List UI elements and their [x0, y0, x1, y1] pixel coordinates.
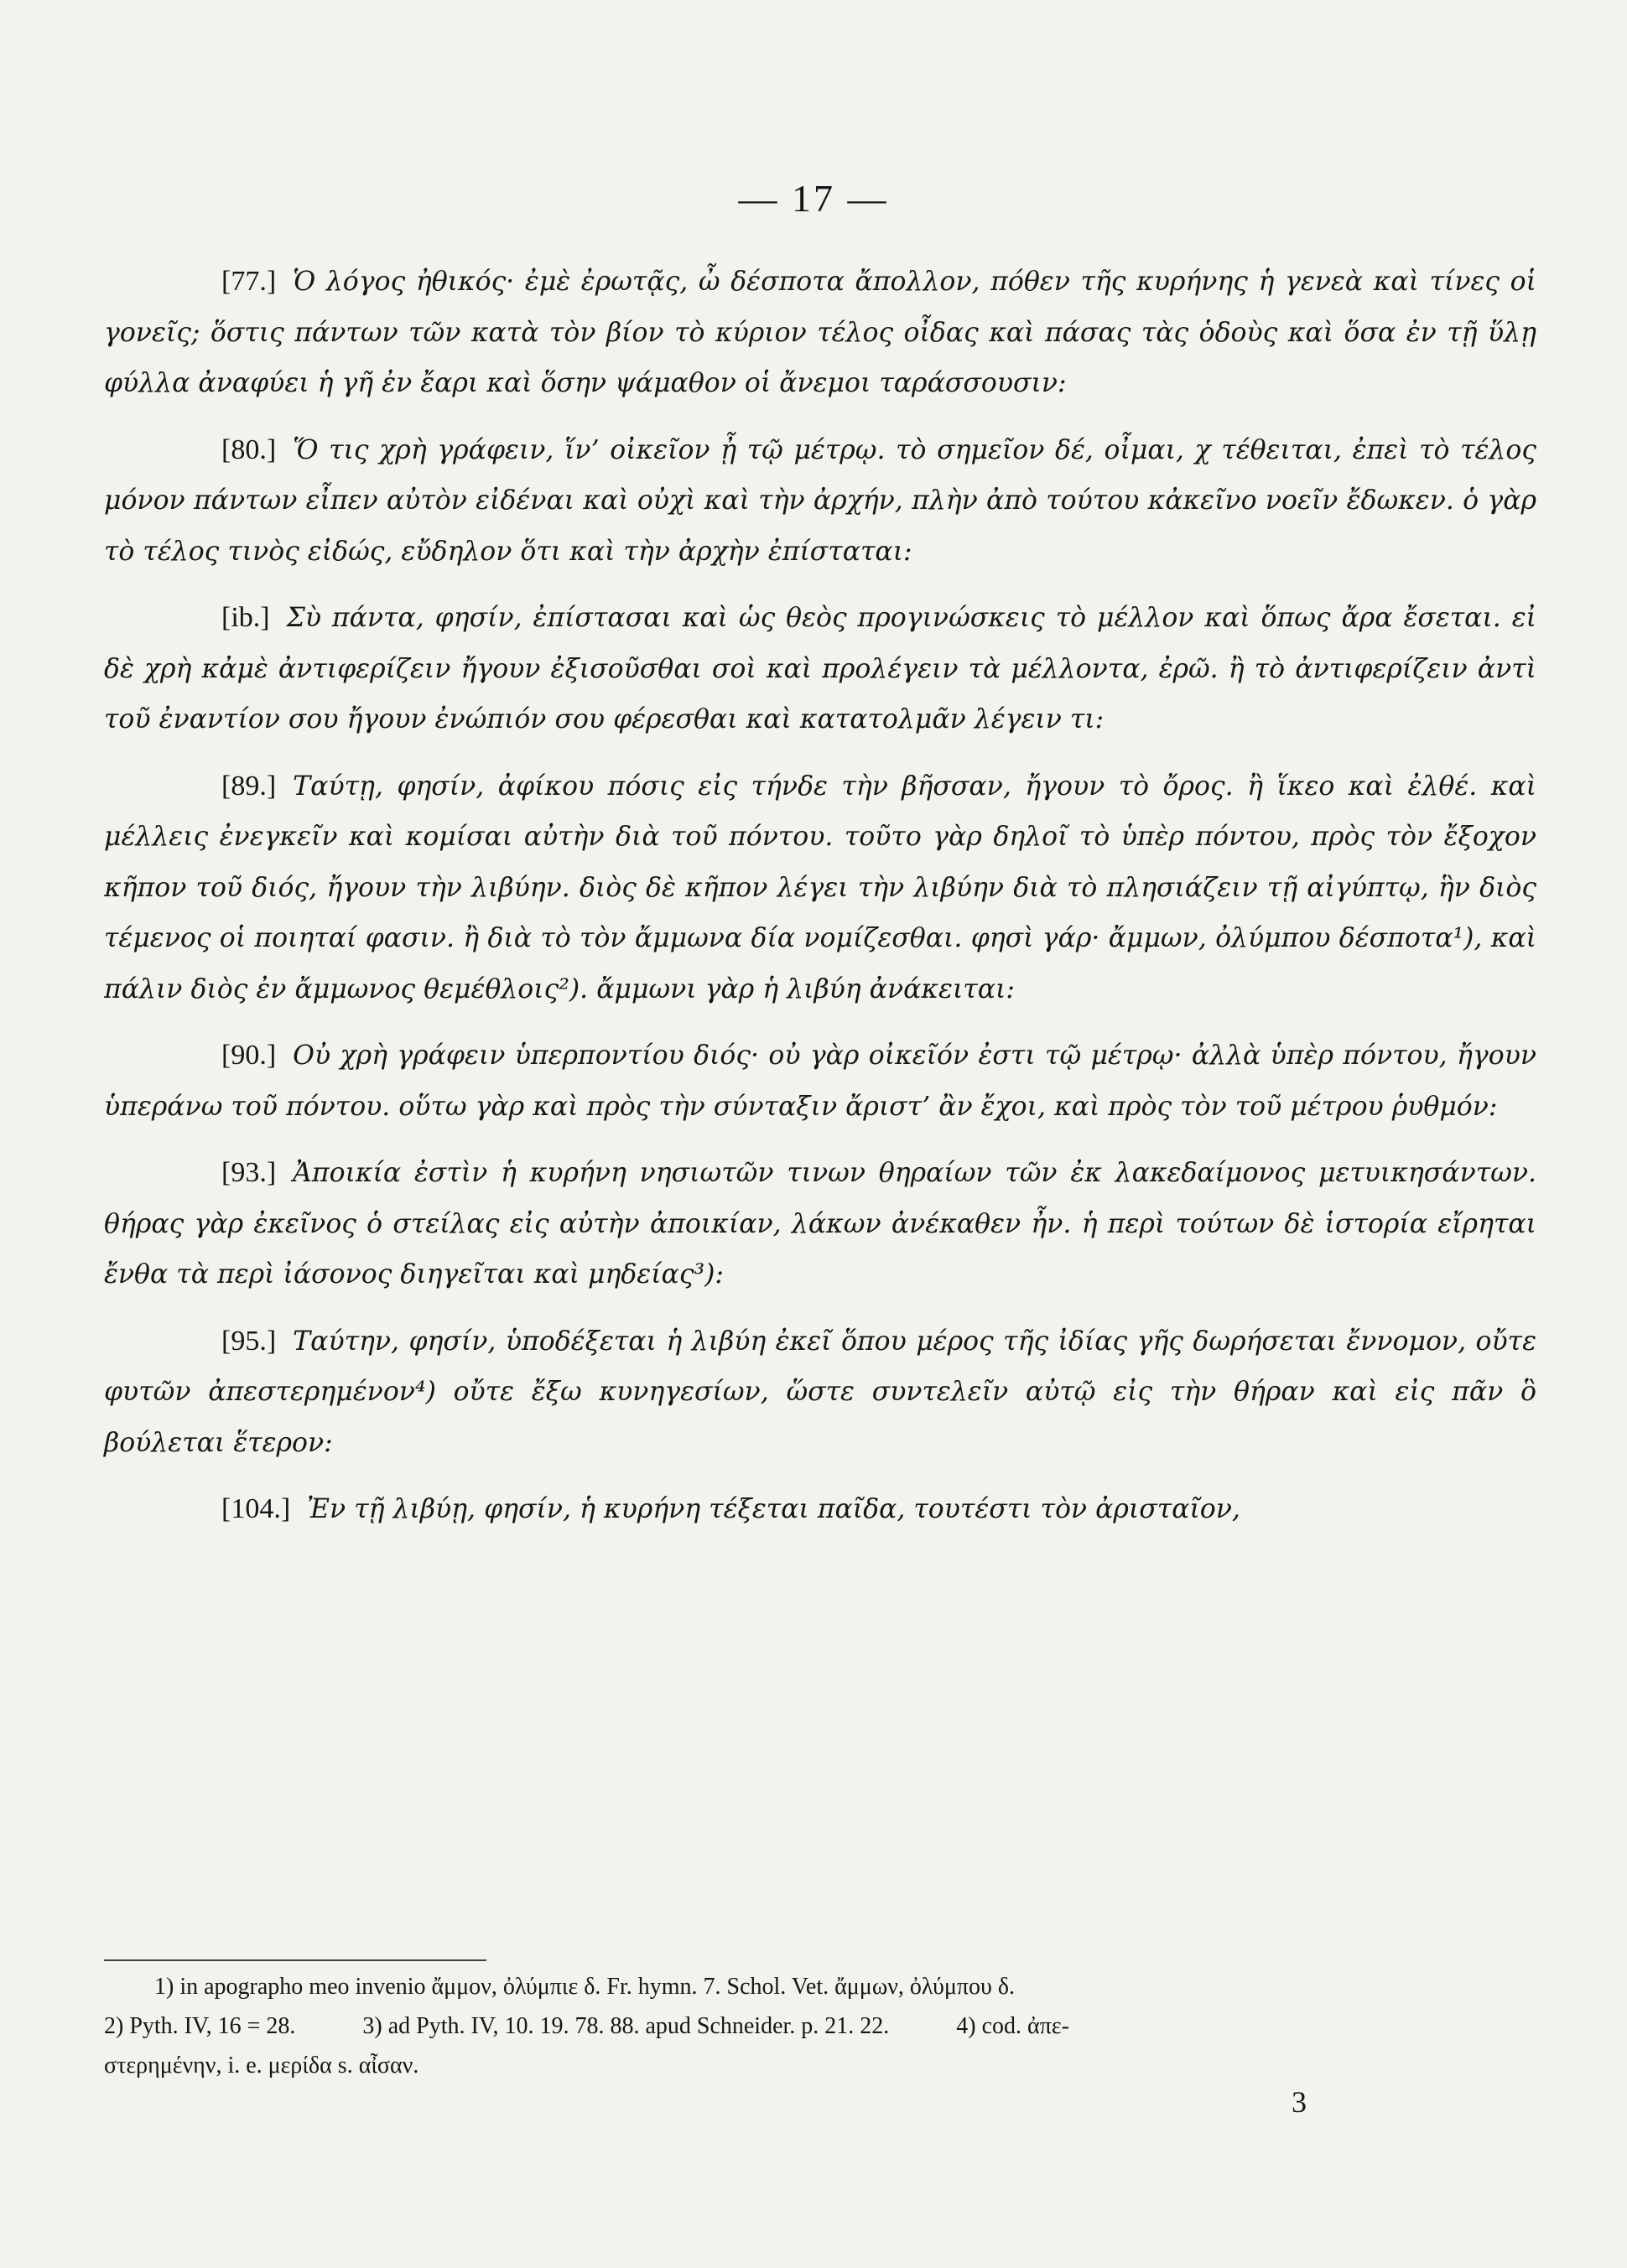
scholion-text: Ὁ λόγος ἠθικός· ἐμὲ ἐρωτᾷς, ὦ δέσποτα ἄπολλον, πόθεν τῆς κυρήνης ἡ γενεὰ καὶ τίνες οἱ γονεῖς; ὅστις πάντων τῶν κατὰ τὸν βίον τὸ κύριον τέλος οἶδας καὶ πάσας τὰς ὁδοὺς καὶ ὅσα ἐν τῇ ὕλῃ φύλλα ἀναφύει ἡ γῆ ἐν ἔαρι καὶ ὅσην ψάμαθον οἱ ἄνεμοι ταράσσουσιν:	[104, 267, 1536, 398]
line-reference: [93.]	[221, 1157, 277, 1188]
scholion-entry	[104, 1148, 1536, 1300]
scholion-entry	[104, 1316, 1536, 1469]
line-reference: [ib.]	[221, 602, 270, 633]
scholion-text: Σὺ πάντα, φησίν, ἐπίστασαι καὶ ὡς θεὸς προγινώσκεις τὸ μέλλον καὶ ὅπως ἄρα ἔσεται. εἰ δὲ χρὴ κἀμὲ ἀντιφερίζειν ἤγουν ἐξισοῦσθαι σοὶ καὶ προλέγειν τὰ μέλλοντα, ἐρῶ. ἢ τὸ ἀντιφερίζειν ἀντὶ τοῦ ἐναντίον σου ἤγουν ἐνώπιόν σου φέρεσθαι καὶ κατατολμᾶν λέγειν τι:	[104, 603, 1536, 734]
scholion-entry	[104, 425, 1536, 578]
signature-mark: 3	[1292, 2085, 1307, 2119]
line-reference: [77.]	[221, 266, 277, 297]
footnote-4: 4) cod. ἀπε-	[956, 2013, 1069, 2039]
scholion-entry	[104, 761, 1536, 1015]
line-reference: [80.]	[221, 433, 277, 465]
footnote-line: 1) in apographo meo invenio ἄμμον, ὀλύμπιε δ. Fr. hymn. 7. Schol. Vet. ἄμμων, ὀλύμπου δ.	[154, 1974, 1016, 2000]
line-reference: [104.]	[221, 1493, 291, 1524]
page-number: — 17 —	[738, 177, 889, 220]
footnotes	[104, 1967, 1536, 2085]
line-reference: [95.]	[221, 1325, 277, 1357]
scholion-entry	[104, 1484, 1536, 1535]
scholion-entry	[104, 593, 1536, 745]
footnote-divider	[104, 1959, 486, 1961]
line-reference: [90.]	[221, 1040, 277, 1071]
scholion-entry	[104, 1030, 1536, 1132]
footnote-line	[104, 2006, 1536, 2046]
commentary-text	[104, 257, 1536, 1551]
footnote-line: στερημένην, i. e. μερίδα s. αἶσαν.	[104, 2053, 419, 2079]
scholion-text: Ἐν τῇ λιβύῃ, φησίν, ἡ κυρήνη τέξεται παῖδα, τουτέστι τὸν ἀρισταῖον,	[307, 1494, 1240, 1524]
line-reference: [89.]	[221, 770, 277, 802]
scholion-entry	[104, 257, 1536, 409]
scholion-text: Ὅ τις χρὴ γράφειν, ἵν’ οἰκεῖον ᾖ τῷ μέτρῳ. τὸ σημεῖον δέ, οἶμαι, χ τέθειται, ἐπεὶ τὸ τέλος μόνον πάντων εἶπεν αὐτὸν εἰδέναι καὶ οὐχὶ καὶ τὴν ἀρχήν, πλὴν ἀπὸ τούτου κἀκεῖνο νοεῖν ἔδωκεν. ὁ γὰρ τὸ τέλος τινὸς εἰδώς, εὔδηλον ὅτι καὶ τὴν ἀρχὴν ἐπίσταται:	[104, 434, 1536, 567]
scholion-text: Ἀποικία ἐστὶν ἡ κυρήνη νησιωτῶν τινων θηραίων τῶν ἐκ λακεδαίμονος μετυικησάντων. θήρας γὰρ ἐκεῖνος ὁ στείλας εἰς αὐτὴν ἀποικίαν, λάκων ἀνέκαθεν ἦν. ἡ περὶ τούτων δὲ ἱστορία εἴρηται ἔνθα τὰ περὶ ἰάσονος διηγεῖται καὶ μηδείας³):	[104, 1158, 1536, 1290]
footnote-2: 2) Pyth. IV, 16 = 28.	[104, 2013, 296, 2039]
scholion-text: Οὐ χρὴ γράφειν ὑπερποντίου διός· οὐ γὰρ οἰκεῖόν ἐστι τῷ μέτρῳ· ἀλλὰ ὑπὲρ πόντου, ἤγουν ὑπεράνω τοῦ πόντου. οὕτω γὰρ καὶ πρὸς τὴν σύνταξιν ἄριστ’ ἂν ἔχοι, καὶ πρὸς τὸν τοῦ μέτρου ῥυθμόν:	[104, 1041, 1536, 1122]
footnote-3: 3) ad Pyth. IV, 10. 19. 78. 88. apud Schneider. p. 21. 22.	[362, 2013, 890, 2039]
scholion-text: Ταύτην, φησίν, ὑποδέξεται ἡ λιβύη ἐκεῖ ὅπου μέρος τῆς ἰδίας γῆς δωρήσεται ἔννομον, οὔτε φυτῶν ἀπεστερημένον⁴) οὔτε ἔξω κυνηγεσίων, ὥστε συντελεῖν αὐτῷ εἰς τὴν θήραν καὶ εἰς πᾶν ὃ βούλεται ἕτερον:	[104, 1326, 1536, 1458]
scholion-text: Ταύτῃ, φησίν, ἀφίκου πόσις εἰς τήνδε τὴν βῆσσαν, ἤγουν τὸ ὄρος. ἢ ἵκεο καὶ ἐλθέ. καὶ μέλλεις ἐνεγκεῖν καὶ κομίσαι αὐτὴν διὰ τοῦ πόντου. τοῦτο γὰρ δηλοῖ τὸ ὑπὲρ πόντου, πρὸς τὸν ἔξοχον κῆπον τοῦ διός, ἤγουν τὴν λιβύην. διὸς δὲ κῆπον λέγει τὴν λιβύην διὰ τὸ πλησιάζειν τῇ αἰγύπτῳ, ἣν διὸς τέμενος οἱ ποιηταί φασιν. ἢ διὰ τὸ τὸν ἄμμωνα δία νομίζεσθαι. φησὶ γάρ· ἄμμων, ὀλύμπου δέσποτα¹), καὶ πάλιν διὸς ἐν ἄμμωνος θεμέθλοις²). ἄμμωνι γὰρ ἡ λιβύη ἀνάκειται:	[104, 771, 1536, 1004]
